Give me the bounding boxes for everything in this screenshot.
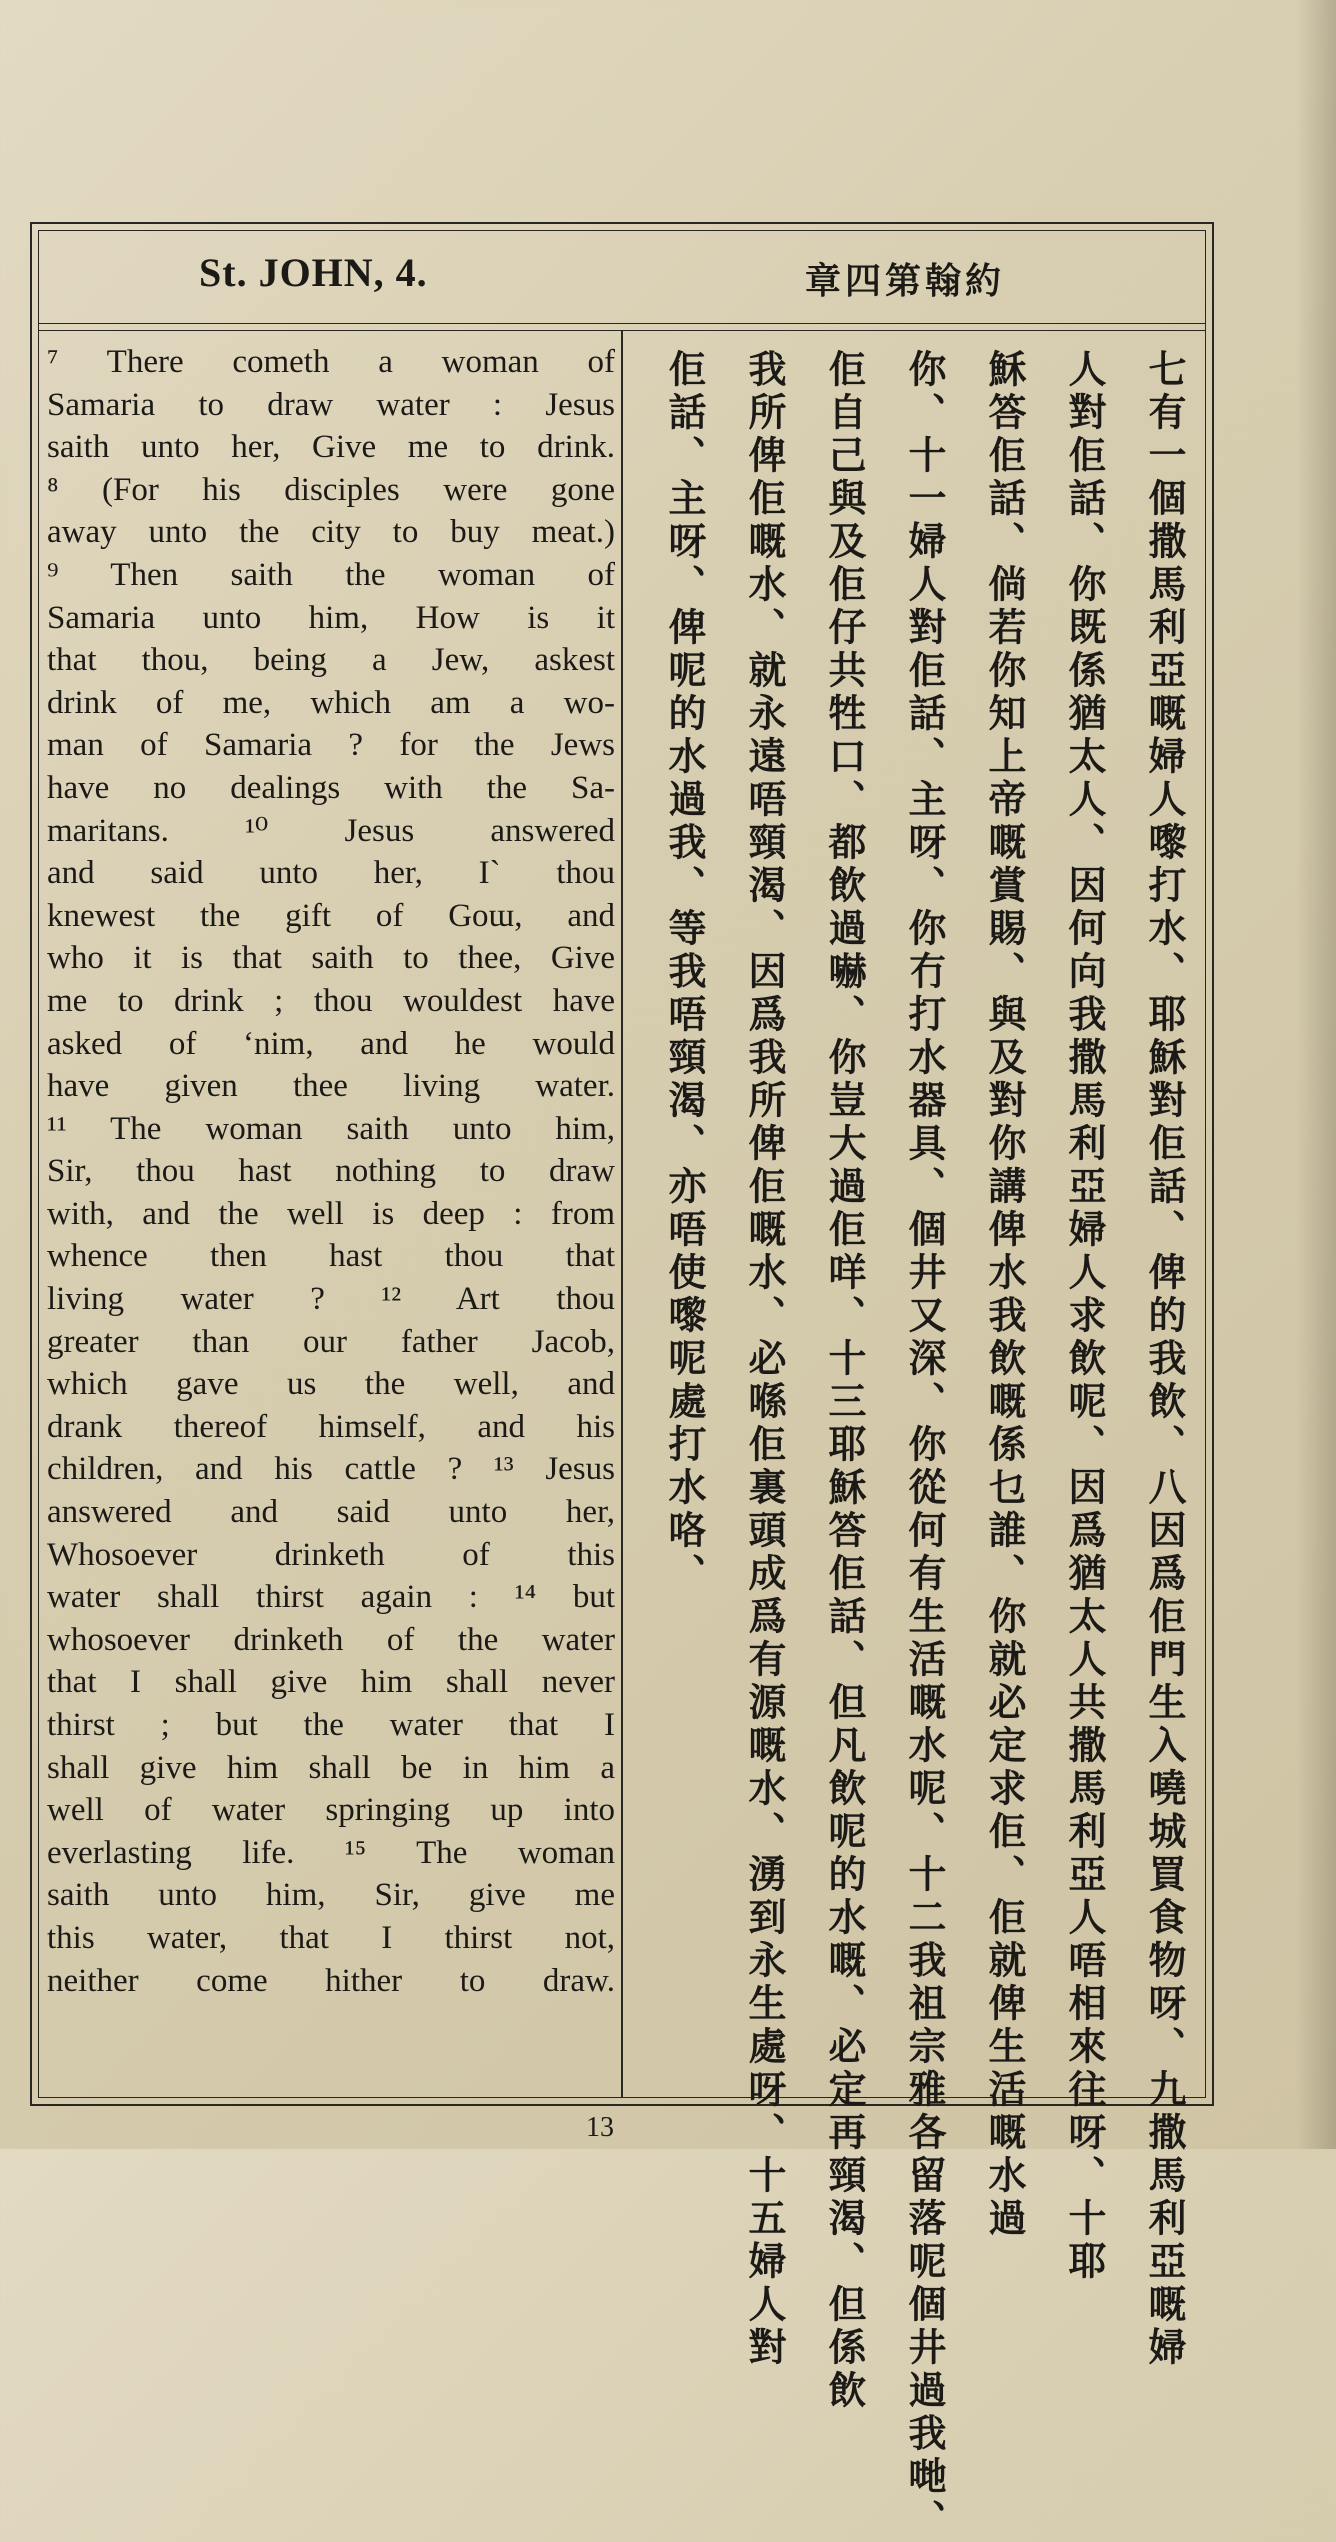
english-text-line: greater than our father Jacob, bbox=[47, 1323, 615, 1360]
english-text-line: drank thereof himself, and his bbox=[47, 1408, 615, 1445]
english-text-line: knewest the gift of Goɯ, and bbox=[47, 897, 615, 934]
english-text-line: ¹¹ The woman saith unto him, bbox=[47, 1110, 615, 1147]
english-text-line: living water ? ¹² Art thou bbox=[47, 1281, 615, 1318]
english-text-line: water shall thirst again : ¹⁴ but bbox=[47, 1579, 615, 1616]
english-text-line: whence then hast thou that bbox=[47, 1238, 615, 1275]
english-text-line: answered and said unto her, bbox=[47, 1494, 615, 1531]
inner-frame bbox=[38, 230, 1206, 2542]
english-text-line: shall give him shall be in him a bbox=[47, 1749, 615, 1786]
english-text-line: maritans. ¹⁰ Jesus answered bbox=[47, 812, 615, 849]
english-text-line: drink of me, which am a wo- bbox=[47, 684, 615, 721]
english-text-line: have given thee living water. bbox=[47, 1068, 615, 1105]
chinese-text-column: 你、十一婦人對佢話、主呀、你冇打水器具、個井又深、你從何有生活嘅水呢、十二我祖宗雅各留落呢個井過我哋、 bbox=[902, 349, 946, 2542]
english-text-line: everlasting life. ¹⁵ The woman bbox=[47, 1834, 615, 1871]
header-title-chinese: 章四第翰約 bbox=[805, 261, 1006, 302]
english-text-line: which gave us the well, and bbox=[47, 1366, 615, 1403]
english-text-line: away unto the city to buy meat.) bbox=[47, 514, 615, 551]
english-text-line: neither come hither to draw. bbox=[47, 1962, 615, 1999]
english-text-line: me to drink ; thou wouldest have bbox=[47, 982, 615, 1019]
chinese-text-column: 我所俾佢嘅水、就永遠唔頸渴、因爲我所俾佢嘅水、必喺佢裏頭成爲有源嘅水、湧到永生處呀、十五婦人對 bbox=[742, 349, 786, 2370]
page-edge-shadow bbox=[1296, 0, 1336, 2149]
chinese-text-column: 佢話、主呀、俾呢的水過我、等我唔頸渴、亦唔使嚟呢處打水咯、 bbox=[662, 349, 706, 1596]
chinese-text-column: 穌答佢話、倘若你知上帝嘅賞賜、與及對你講俾水我飲嘅係乜誰、你就必定求佢、佢就俾生活嘅水過 bbox=[982, 349, 1026, 2241]
english-text-line: thirst ; but the water that I bbox=[47, 1707, 615, 1743]
chinese-text-column: 七有一個撒馬利亞嘅婦人嚟打水、耶穌對佢話、俾的我飲、八因爲佢門生入嘵城買食物呀、九撒馬利亞嘅婦 bbox=[1142, 349, 1186, 2370]
chinese-text-column: 佢自己與及佢仔共牲口、都飲過嚇、你豈大過佢咩、十三耶穌答佢話、但凡飲呢的水嘅、必定再頸渴、但係飲 bbox=[822, 349, 866, 2413]
english-text-line: Samaria unto him, How is it bbox=[47, 599, 615, 636]
column-divider bbox=[621, 331, 623, 2097]
chinese-column bbox=[639, 349, 1209, 2542]
page-frame bbox=[30, 222, 1214, 2542]
english-text-line: ⁹ Then saith the woman of bbox=[47, 556, 615, 593]
running-header bbox=[39, 231, 1205, 324]
english-text-line: who it is that saith to thee, Give bbox=[47, 940, 615, 977]
english-text-line: ⁷ There cometh a woman of bbox=[47, 344, 615, 380]
english-text-line: ⁸ (For his disciples were gone bbox=[47, 471, 615, 508]
english-text-line: this water, that I thirst not, bbox=[47, 1919, 615, 1956]
english-text-line: that thou, being a Jew, askest bbox=[47, 642, 615, 679]
chinese-text-column: 人對佢話、你既係猶太人、因何向我撒馬利亞婦人求飲呢、因爲猶太人共撒馬利亞人唔相來往呀、十耶 bbox=[1062, 349, 1106, 2284]
english-text-line: have no dealings with the Sa- bbox=[47, 769, 615, 806]
english-text-line: that I shall give him shall never bbox=[47, 1664, 615, 1701]
english-text-line: Samaria to draw water : Jesus bbox=[47, 386, 615, 423]
english-text-line: asked of ʻnim, and he would bbox=[47, 1025, 615, 1062]
english-text-line: children, and his cattle ? ¹³ Jesus bbox=[47, 1451, 615, 1488]
english-text-line: and said unto her, I` thou bbox=[47, 855, 615, 892]
english-column bbox=[47, 341, 619, 2002]
page-number: 13 bbox=[586, 2112, 614, 2143]
header-title-english: St. JOHN, 4. bbox=[199, 250, 428, 295]
english-text-line: man of Samaria ? for the Jews bbox=[47, 727, 615, 764]
english-text-line: Whosoever drinketh of this bbox=[47, 1536, 615, 1573]
english-text-line: saith unto him, Sir, give me bbox=[47, 1877, 615, 1914]
english-text-line: well of water springing up into bbox=[47, 1792, 615, 1829]
english-text-line: Sir, thou hast nothing to draw bbox=[47, 1153, 615, 1190]
english-text-line: with, and the well is deep : from bbox=[47, 1195, 615, 1232]
english-text-line: saith unto her, Give me to drink. bbox=[47, 429, 615, 466]
english-text-line: whosoever drinketh of the water bbox=[47, 1621, 615, 1658]
